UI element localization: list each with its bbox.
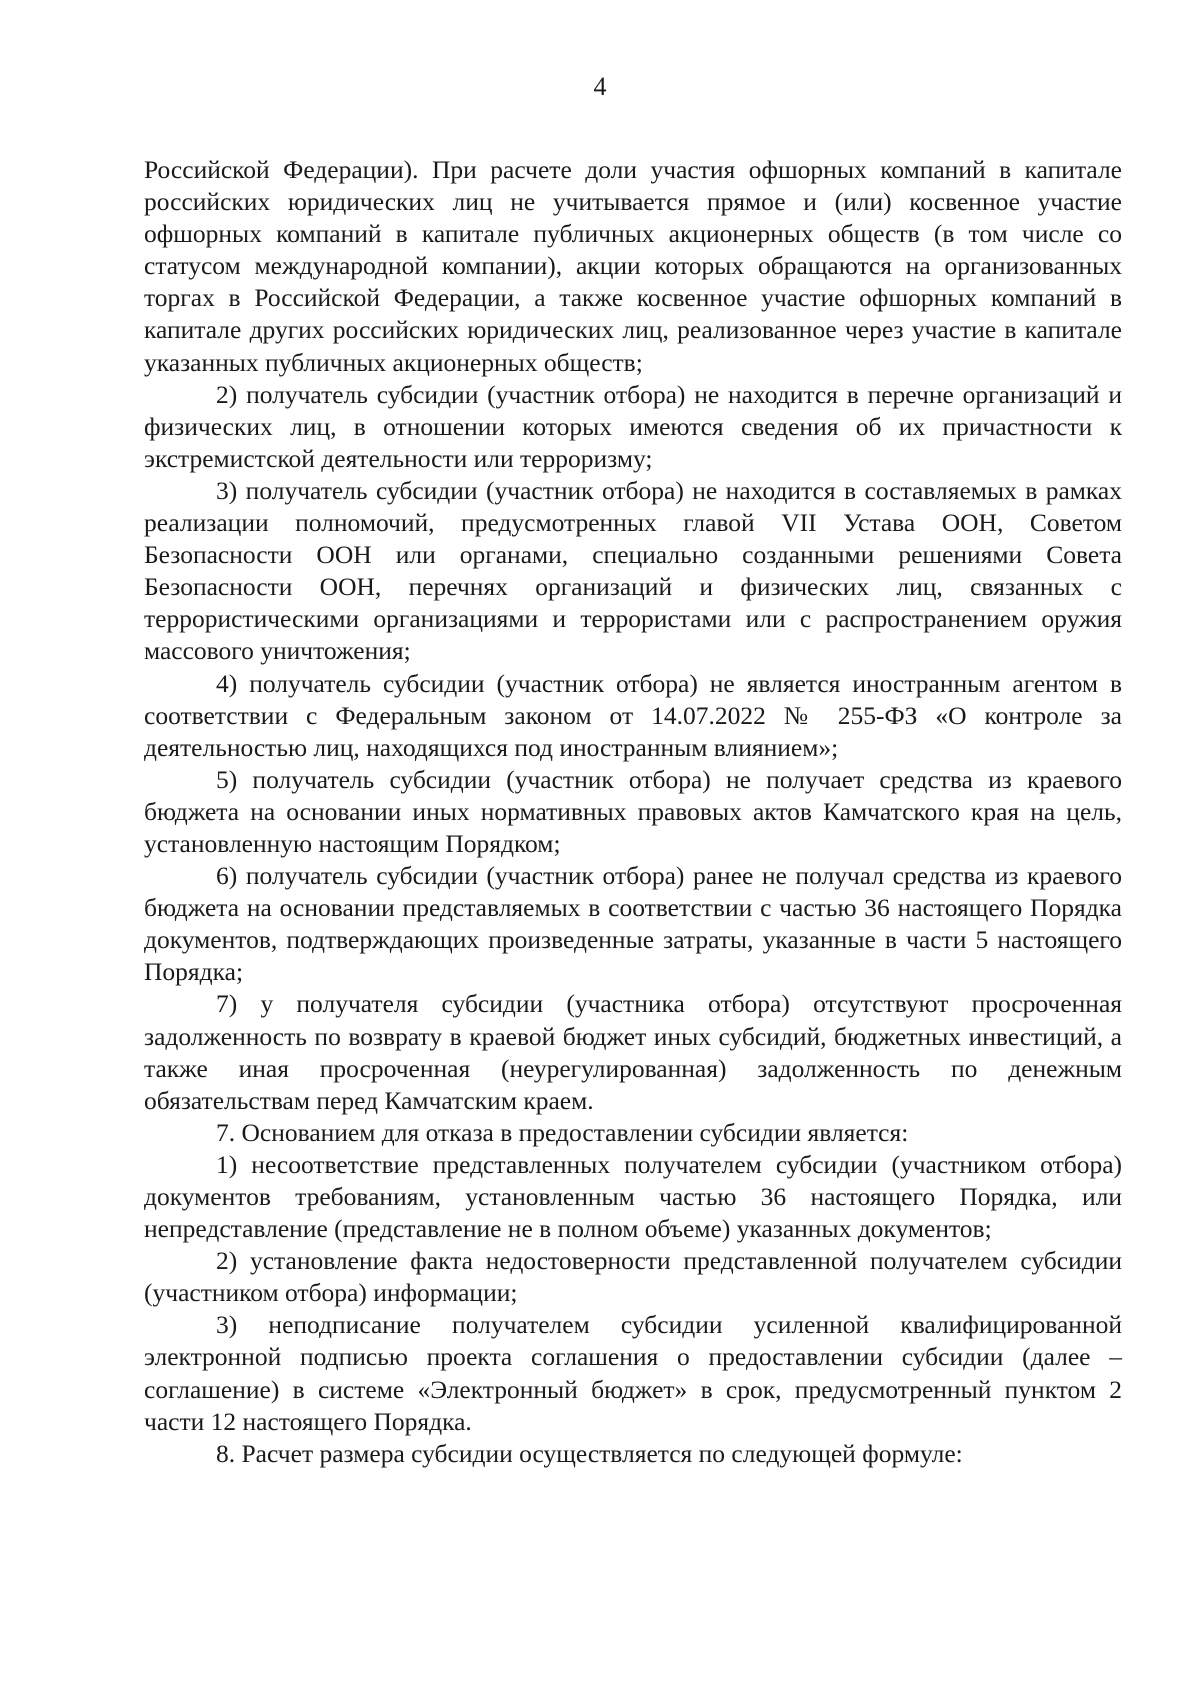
section-7-item-1: 1) несоответствие представленных получателем субсидии (участником отбора) документов требованиям, установленным частью 36 настоящего Порядка, или непредставление (представление не в полном объеме) указанных документов; — [144, 1149, 1122, 1244]
document-body — [144, 154, 1122, 1470]
section-7-heading: 7. Основанием для отказа в предоставлении субсидии является: — [216, 1117, 909, 1147]
paragraph-item-5: 5) получатель субсидии (участник отбора) не получает средства из краевого бюджета на основании иных нормативных правовых актов Камчатского края на цель, установленную настоящим Порядком; — [144, 764, 1122, 858]
paragraph-item-6: 6) получатель субсидии (участник отбора) ранее не получал средства из краевого бюджета на основании представляемых в соответствии с частью 36 настоящего Порядка документов, подтверждающих произведенные затраты, указанные в части 5 настоящего Порядка; — [144, 861, 1122, 987]
section-7-item-3: 3) неподписание получателем субсидии усиленной квалифицированной электронной подписью проекта соглашения о предоставлении субсидии (далее – соглашение) в системе «Электронный бюджет» в срок, предусмотренный пунктом 2 части 12 настоящего Порядка. — [144, 1310, 1122, 1436]
paragraph-item-7: 7) у получателя субсидии (участника отбора) отсутствуют просроченная задолженность по возврату в краевой бюджет иных субсидий, бюджетных инвестиций, а также иная просроченная (неурегулированная) задолженность по денежным обязательствам перед Камчатским краем. — [144, 989, 1122, 1115]
section-7-item-2: 2) установление факта недостоверности представленной получателем субсидии (участником отбора) информации; — [144, 1246, 1122, 1308]
page-number: 4 — [593, 72, 607, 101]
paragraph-item-2: 2) получатель субсидии (участник отбора) не находится в перечне организаций и физических лиц, в отношении которых имеются сведения об их причастности к экстремистской деятельности или терроризму; — [144, 379, 1122, 473]
paragraph-item-3: 3) получатель субсидии (участник отбора) не находится в составляемых в рамках реализации полномочий, предусмотренных главой VII Устава ООН, Советом Безопасности ООН или органами, специально созданными решениями Совета Безопасности ООН, перечнях организаций и физических лиц, связанных с террористическими организациями и террористами или с распространением оружия массового уничтожения; — [144, 475, 1122, 666]
paragraph-continuation: Российской Федерации). При расчете доли участия офшорных компаний в капитале российских юридических лиц не учитывается прямое и (или) косвенное участие офшорных компаний в капитале публичных акционерных обществ (в том числе со статусом международной компании), акции которых обращаются на организованных торгах в Российской Федерации, а также косвенное участие офшорных компаний в капитале других российских юридических лиц, реализованное через участие в капитале указанных публичных акционерных обществ; — [144, 155, 1122, 377]
section-8-heading: 8. Расчет размера субсидии осуществляется по следующей формуле: — [216, 1438, 963, 1468]
paragraph-item-4: 4) получатель субсидии (участник отбора) не является иностранным агентом в соответствии с Федеральным законом от 14.07.2022 № 255-ФЗ «О контроле за деятельностью лиц, находящихся под иностранным влиянием»; — [144, 668, 1122, 762]
